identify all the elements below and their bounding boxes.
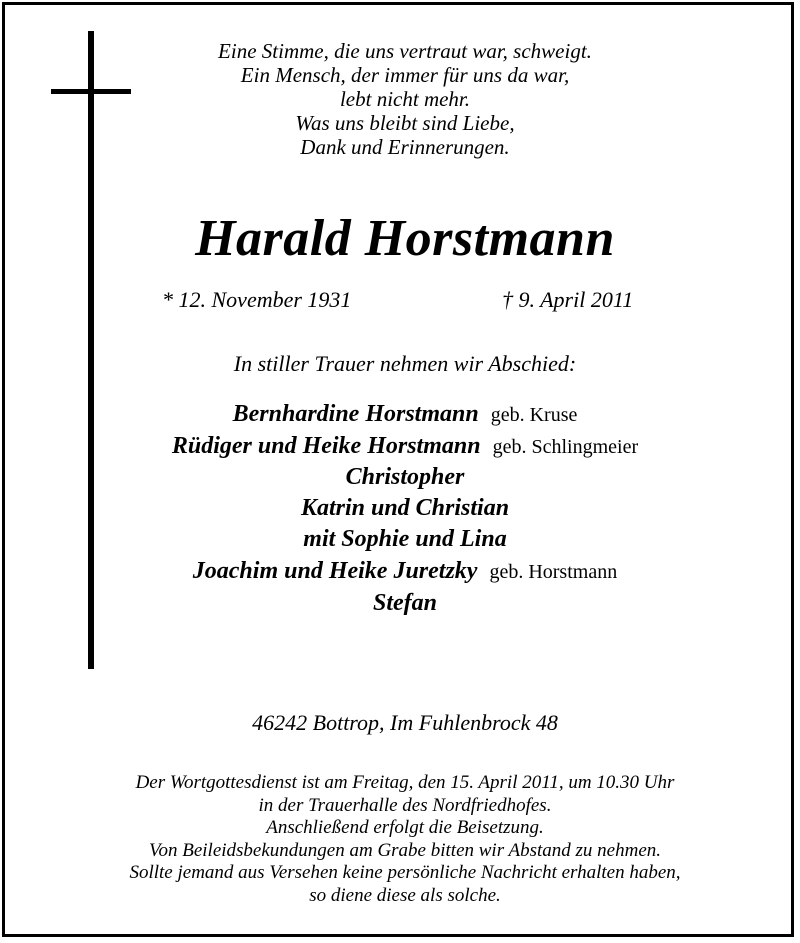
maiden-name: geb. Schlingmeier: [492, 436, 639, 458]
mourner-name: Rüdiger und Heike Horstmann: [171, 433, 481, 459]
cross-icon: [88, 31, 94, 669]
deceased-name: Harald Horstmann: [195, 210, 615, 267]
service-line: Der Wortgottesdienst ist am Freitag, den 15. April 2011, um 10.30 Uhr: [135, 772, 675, 793]
birth-date: * 12. November 1931: [162, 287, 352, 312]
service-info: [45, 772, 765, 907]
poem-line: Dank und Erinnerungen.: [300, 135, 510, 159]
mourner-name: Bernhardine Horstmann: [232, 401, 479, 427]
mourners-list: [105, 398, 705, 619]
service-line: so diene diese als solche.: [309, 884, 501, 906]
poem-line: Ein Mensch, der immer für uns da war,: [240, 63, 570, 87]
mourner-row: [105, 555, 705, 587]
mourner-name: Christopher: [345, 464, 465, 490]
mourner-row: [105, 587, 705, 619]
mourner-row: [105, 524, 705, 555]
poem-line: Was uns bleibt sind Liebe,: [295, 111, 515, 135]
mourner-name: Joachim und Heike Juretzky: [192, 558, 478, 584]
address: 46242 Bottrop, Im Fuhlenbrock 48: [252, 710, 558, 735]
maiden-name: geb. Horstmann: [489, 561, 618, 583]
poem-line: lebt nicht mehr.: [339, 87, 471, 111]
mourner-name: mit Sophie und Lina: [303, 526, 507, 552]
mourner-row: [105, 430, 705, 462]
service-line: Von Beileidsbekundungen am Grabe bitten wir Abstand zu nehmen.: [148, 839, 662, 861]
death-date: † 9. April 2011: [502, 287, 634, 312]
poem-line: Eine Stimme, die uns vertraut war, schweigt.: [218, 39, 592, 63]
farewell-intro: In stiller Trauer nehmen wir Abschied:: [233, 351, 577, 376]
service-line: Anschließend erfolgt die Beisetzung.: [266, 817, 544, 838]
mourner-row: [105, 462, 705, 493]
maiden-name: geb. Kruse: [490, 404, 578, 426]
mourner-row: [105, 398, 705, 430]
service-line: Sollte jemand aus Versehen keine persönliche Nachricht erhalten haben,: [129, 862, 681, 883]
mourner-row: [105, 493, 705, 524]
service-line: in der Trauerhalle des Nordfriedhofes.: [258, 794, 552, 816]
mourner-name: Katrin und Christian: [300, 495, 510, 521]
mourner-name: Stefan: [372, 590, 437, 616]
obituary-notice: [2, 2, 794, 937]
poem: [105, 39, 705, 159]
